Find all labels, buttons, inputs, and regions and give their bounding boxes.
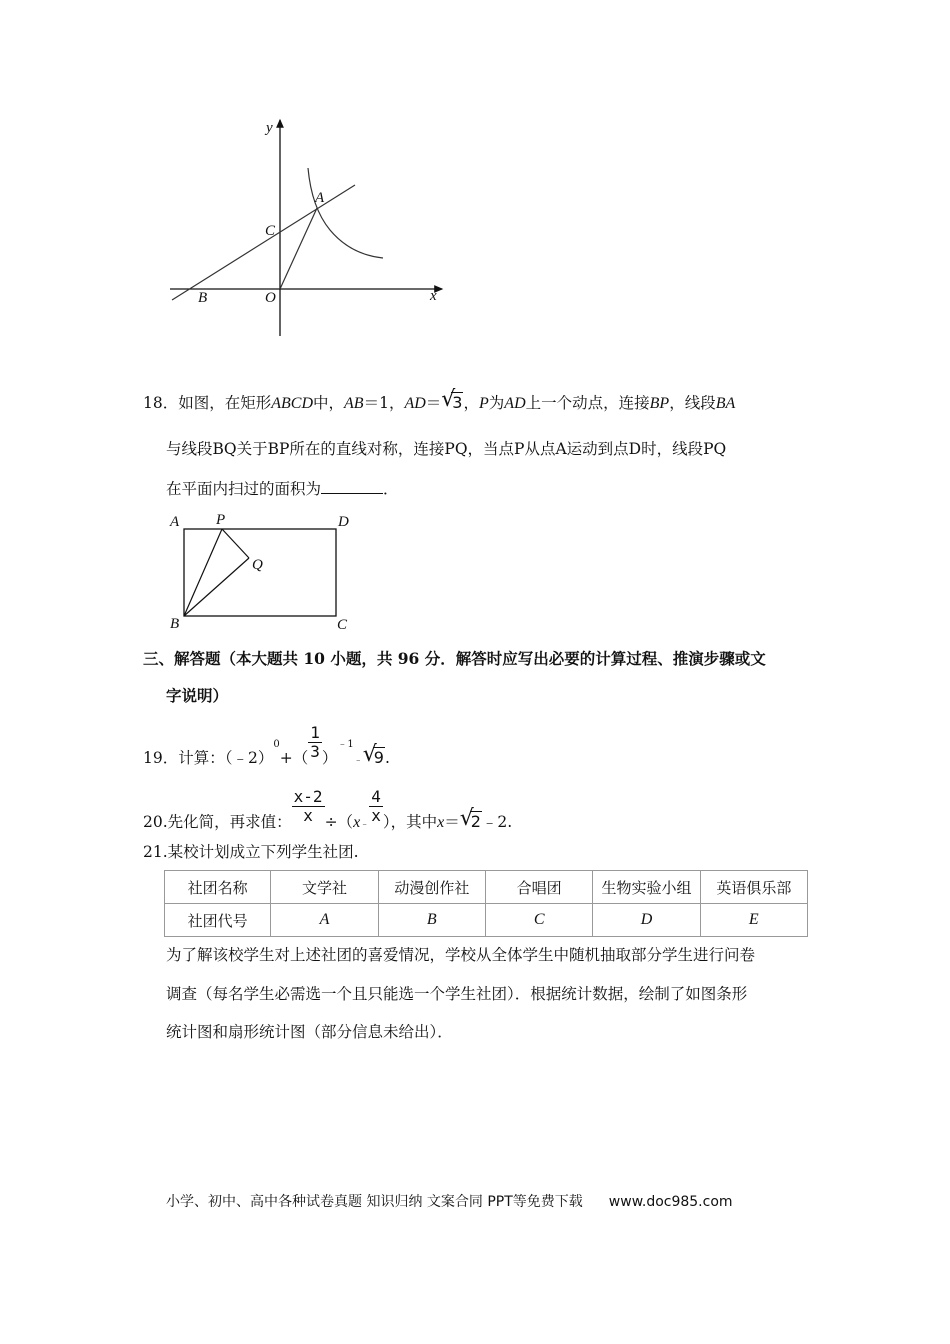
table-cell: B: [378, 904, 485, 937]
q18-line1: 18．如图，在矩形ABCD中，AB＝1，AD＝ √ 3，P为AD上一个动点，连接BP，线段BA: [143, 387, 736, 412]
label-o: O: [265, 290, 276, 306]
sqrt-9: √ 9: [362, 741, 384, 767]
rectangle-figure: [160, 505, 360, 635]
q19: 19．计算：（﹣2）$^0$+（ $\frac{1}{3}$ ）$^{﹣1}_﹣$ √ 9.: [143, 723, 390, 767]
table-cell: E: [700, 904, 807, 937]
q21-para-line1: 为了解该校学生对上述社团的喜爱情况，学校从全体学生中随机抽取部分学生进行问卷: [166, 946, 756, 964]
sqrt-2: √ 2: [459, 805, 481, 831]
page-footer: [166, 1191, 733, 1211]
q21-para-line2: 调查（每名学生必需选一个且只能选一个学生社团）．根据统计数据，绘制了如图条形: [166, 985, 748, 1003]
fraction-one-third: $\frac{1}{3}$: [310, 723, 320, 762]
table-cell: A: [271, 904, 378, 937]
q18-line3: 在平面内扫过的面积为 ．: [166, 480, 399, 498]
label-c: C: [265, 223, 276, 239]
rect-label-c: C: [337, 617, 348, 633]
table-cell: D: [593, 904, 700, 937]
table-cell: 社团代号: [165, 904, 271, 937]
section3-heading-line1: 三、解答题（本大题共 10 小题，共 96 分．解答时应写出必要的计算过程、推演步骤或文: [143, 649, 766, 668]
segment-bp: [184, 529, 222, 616]
rect-label-a: A: [170, 514, 180, 530]
hyperbola-curve: [308, 168, 383, 258]
section3-heading-line2: 字说明）: [166, 686, 229, 705]
segment-bq: [184, 558, 249, 616]
label-a: A: [315, 190, 325, 206]
q18-line2: 与线段BQ关于BP所在的直线对称，连接PQ，当点P从点A运动到点D时，线段PQ: [166, 440, 727, 458]
line-ba: [172, 185, 355, 300]
rect-label-b: B: [170, 616, 180, 632]
table-cell: 文学社: [271, 871, 378, 904]
rect-label-d: D: [338, 514, 349, 530]
label-b: B: [198, 290, 208, 306]
footer-text: 小学、初中、高中各种试卷真题 知识归纳 文案合同 PPT等免费下载: [166, 1194, 583, 1210]
table-cell: 英语俱乐部: [700, 871, 807, 904]
table-cell: C: [485, 904, 592, 937]
table-row: [165, 871, 808, 904]
table-cell: 生物实验小组: [593, 871, 700, 904]
q21-intro: 21.某校计划成立下列学生社团.: [143, 843, 359, 861]
q21-para-line3: 统计图和扇形统计图（部分信息未给出）．: [166, 1023, 453, 1041]
table-row: [165, 904, 808, 937]
fraction-x-minus-2-over-x: $\frac{x-2}{x}$: [293, 787, 323, 826]
label-x: x: [430, 288, 437, 304]
fraction-4-over-x: $\frac{4}{x}$: [371, 787, 381, 826]
q20: 20.先化简，再求值： $\frac{x-2}{x}$ $\div(x_﹣$ $\frac{4}{x}$ ），其中x＝ √ 2﹣2.: [143, 787, 513, 831]
footer-url[interactable]: www.doc985.com: [608, 1194, 733, 1210]
table-cell: 社团名称: [165, 871, 271, 904]
label-y: y: [266, 120, 273, 136]
table-cell: 动漫创作社: [378, 871, 485, 904]
coordinate-figure: [160, 110, 460, 345]
clubs-table: [164, 870, 808, 937]
answer-blank: [321, 479, 383, 494]
sqrt-3: √ 3: [441, 387, 463, 412]
rect-label-q: Q: [252, 557, 263, 573]
table-cell: 合唱团: [485, 871, 592, 904]
rect-label-p: P: [216, 512, 226, 528]
segment-pq: [222, 529, 249, 558]
